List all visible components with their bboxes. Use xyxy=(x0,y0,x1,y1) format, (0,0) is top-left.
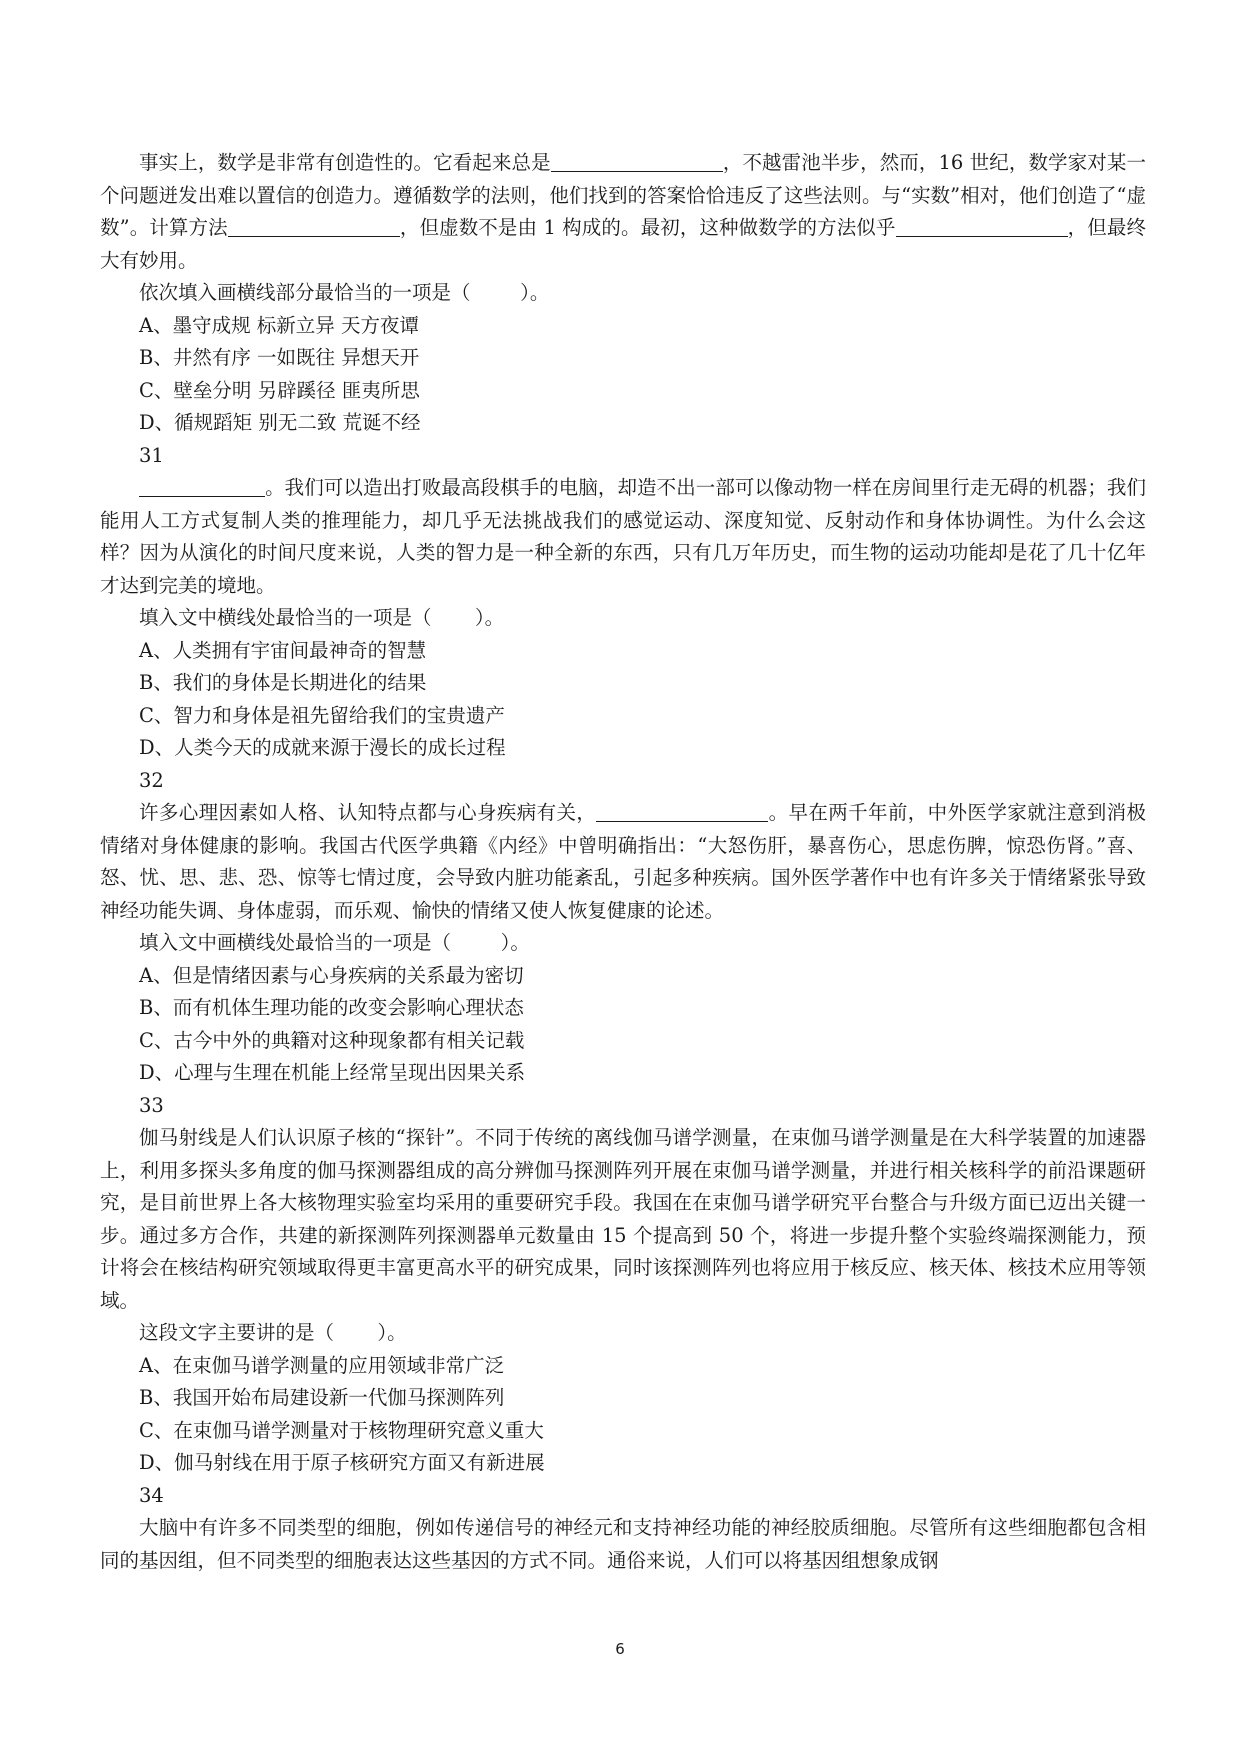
q33-prompt: 这段文字主要讲的是（ ）。 xyxy=(139,1321,407,1344)
q33-option-c: C、在束伽马谱学测量对于核物理研究意义重大 xyxy=(139,1418,544,1442)
q32-option-b: B、而有机体生理功能的改变会影响心理状态 xyxy=(139,996,524,1019)
q30-passage: 事实上，数学是非常有创造性的。它看起来总是 ，不越雷池半步，然而，16 世纪，数学家对某一个问题迸发出难以置信的创造力。遵循数学的法则，他们找到的答案恰恰违反了这些法则。与“实数”相对，他们创造了“虚数”。计算方法 ，但虚数不是由 1 构成的。最初，这种做数学的方法似乎 ，但最终大有妙用。 xyxy=(100,151,1146,272)
q31-option-d: D、人类今天的成就来源于漫长的成长过程 xyxy=(139,736,506,759)
q32-option-d: D、心理与生理在机能上经常呈现出因果关系 xyxy=(139,1061,526,1084)
q33-option-a: A、在束伽马谱学测量的应用领域非常广泛 xyxy=(139,1353,505,1377)
answer-blank xyxy=(896,216,1068,237)
answer-blank xyxy=(551,151,723,172)
q30-prompt: 依次填入画横线部分最恰当的一项是（ ）。 xyxy=(139,281,550,304)
q32-number: 32 xyxy=(139,768,164,792)
q31-option-c: C、智力和身体是祖先留给我们的宝贵遗产 xyxy=(139,703,505,727)
q31-option-a: A、人类拥有宇宙间最神奇的智慧 xyxy=(139,638,427,662)
answer-blank xyxy=(228,216,400,237)
q32-option-a: A、但是情绪因素与心身疾病的关系最为密切 xyxy=(139,963,524,987)
q34-number: 34 xyxy=(139,1483,164,1507)
q33-option-b: B、我国开始布局建设新一代伽马探测阵列 xyxy=(139,1386,505,1409)
q30-option-a: A、墨守成规 标新立异 天方夜谭 xyxy=(139,313,419,337)
answer-blank xyxy=(596,801,768,822)
q30-option-c: C、壁垒分明 另辟蹊径 匪夷所思 xyxy=(139,378,420,402)
page-number: 6 xyxy=(615,1640,625,1658)
q32-prompt: 填入文中画横线处最恰当的一项是（ ）。 xyxy=(139,931,530,954)
q33-passage: 伽马射线是人们认识原子核的“探针”。不同于传统的离线伽马谱学测量，在束伽马谱学测量是在大科学装置的加速器上，利用多探头多角度的伽马探测器组成的高分辨伽马探测阵列开展在束伽马谱学测量，并进行相关核科学的前沿课题研究，是目前世界上各大核物理实验室均采用的重要研究手段。我国在在束伽马谱学研究平台整合与升级方面已迈出关键一步。通过多方合作，共建的新探测阵列探测器单元数量由 15 个提高到 50 个，将进一步提升整个实验终端探测能力，预计将会在核结构研究领域取得更丰富更高水平的研究成果，同时该探测阵列也将应用于核反应、核天体、核技术应用等领域。 xyxy=(100,1126,1146,1312)
q33-option-d: D、伽马射线在用于原子核研究方面又有新进展 xyxy=(139,1451,545,1474)
q32-option-c: C、古今中外的典籍对这种现象都有相关记载 xyxy=(139,1028,525,1052)
q32-passage: 许多心理因素如人格、认知特点都与心身疾病有关， 。早在两千年前，中外医学家就注意到消极情绪对身体健康的影响。我国古代医学典籍《内经》中曾明确指出：“大怒伤肝，暴喜伤心，思虑伤脾，惊恐伤肾。”喜、怒、忧、思、悲、恐、惊等七情过度，会导致内脏功能紊乱，引起多种疾病。国外医学著作中也有许多关于情绪紧张导致神经功能失调、身体虚弱，而乐观、愉快的情绪又使人恢复健康的论述。 xyxy=(100,801,1146,922)
q30-option-d: D、循规蹈矩 别无二致 荒诞不经 xyxy=(139,411,421,434)
q33-number: 33 xyxy=(139,1093,164,1117)
q31-prompt: 填入文中横线处最恰当的一项是（ ）。 xyxy=(139,606,505,629)
document-page xyxy=(100,147,1146,1577)
q31-passage: 。我们可以造出打败最高段棋手的电脑，却造不出一部可以像动物一样在房间里行走无碍的机器；我们能用人工方式复制人类的推理能力，却几乎无法挑战我们的感觉运动、深度知觉、反射动作和身体协调性。为什么会这样？因为从演化的时间尺度来说，人类的智力是一种全新的东西，只有几万年历史，而生物的运动功能却是花了几十亿年才达到完美的境地。 xyxy=(100,476,1146,597)
q34-passage: 大脑中有许多不同类型的细胞，例如传递信号的神经元和支持神经功能的神经胶质细胞。尽管所有这些细胞都包含相同的基因组，但不同类型的细胞表达这些基因的方式不同。通俗来说，人们可以将基因组想象成钢 xyxy=(100,1516,1146,1572)
q31-number: 31 xyxy=(139,443,164,467)
answer-blank xyxy=(139,476,265,497)
q30-option-b: B、井然有序 一如既往 异想天开 xyxy=(139,346,420,369)
q31-option-b: B、我们的身体是长期进化的结果 xyxy=(139,671,427,694)
